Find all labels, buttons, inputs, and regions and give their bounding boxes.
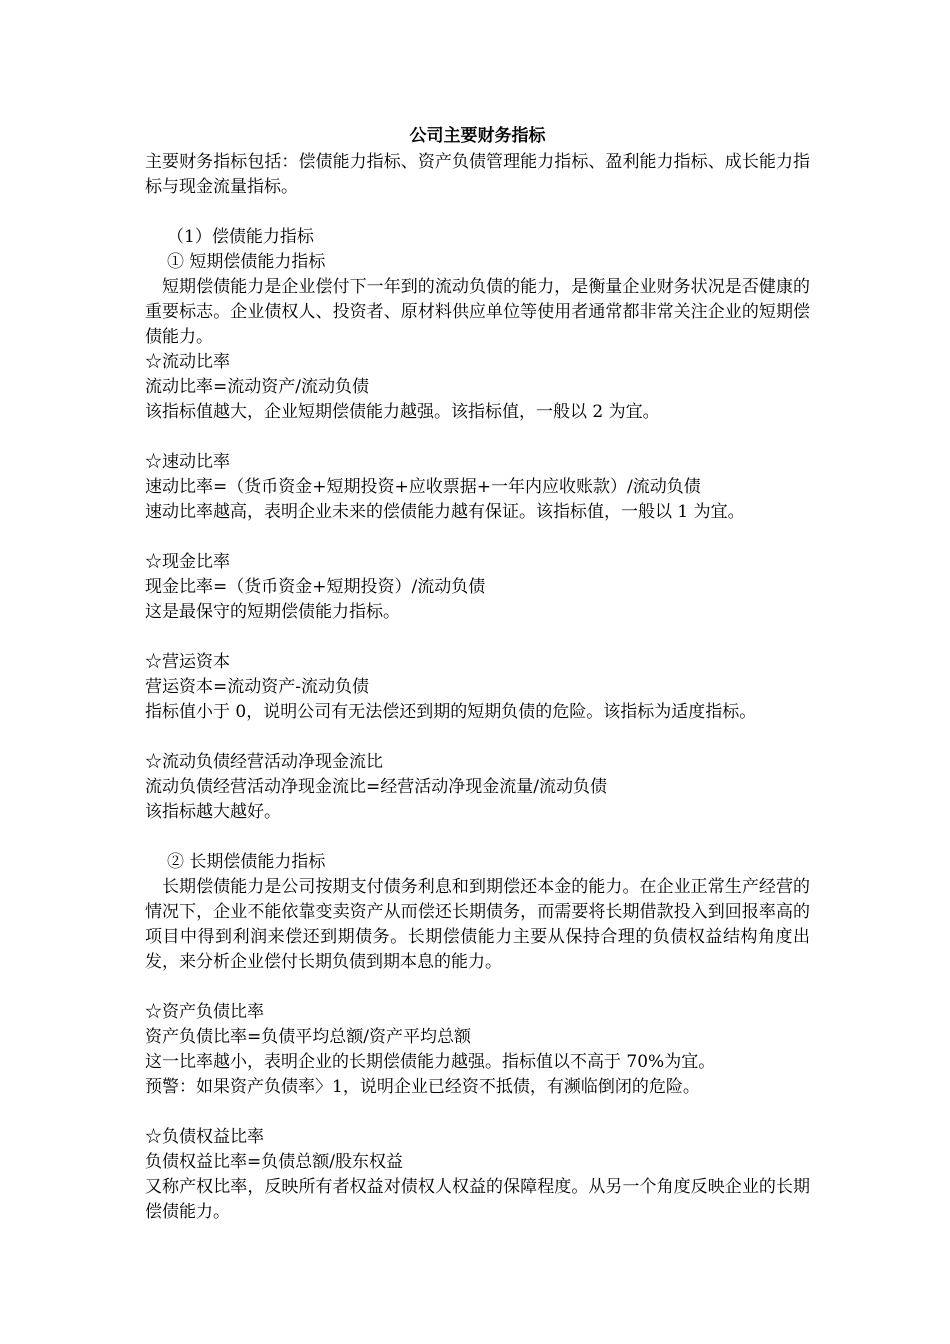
metric-name-quick-ratio: ☆速动比率	[145, 452, 230, 472]
metric-warning-debt-ratio: 预警：如果资产负债率〉1，说明企业已经资不抵债，有濒临倒闭的危险。	[145, 1077, 700, 1097]
spacer	[145, 525, 810, 550]
metric-formula-operating-cashflow: 流动负债经营活动净现金流比=经营活动净现金流量/流动负债	[145, 777, 607, 797]
metric-note-operating-cashflow: 该指标越大越好。	[145, 802, 281, 822]
metric-note-debt-ratio: 这一比率越小，表明企业的长期偿债能力越强。指标值以不高于 70%为宜。	[145, 1052, 716, 1072]
metric-formula-quick-ratio: 速动比率=（货币资金+短期投资+应收票据+一年内应收账款）/流动负债	[145, 477, 701, 497]
spacer	[145, 825, 810, 850]
metric-name-operating-cashflow: ☆流动负债经营活动净现金流比	[145, 752, 383, 772]
subheading-long-term: ② 长期偿债能力指标	[167, 852, 326, 872]
metric-formula-cash-ratio: 现金比率=（货币资金+短期投资）/流动负债	[145, 577, 486, 597]
spacer	[145, 1100, 810, 1125]
metric-note-current-ratio: 该指标值越大，企业短期偿债能力越强。该指标值，一般以 2 为宜。	[145, 402, 660, 422]
metric-name-working-capital: ☆营运资本	[145, 652, 230, 672]
document-title: 公司主要财务指标	[409, 126, 546, 146]
spacer	[145, 625, 810, 650]
metric-name-cash-ratio: ☆现金比率	[145, 552, 230, 572]
metric-formula-equity-ratio: 负债权益比率=负债总额/股东权益	[145, 1152, 403, 1172]
section-heading-solvency: （1）偿债能力指标	[167, 227, 314, 247]
metric-note-working-capital: 指标值小于 0，说明公司有无法偿还到期的短期负债的危险。该指标为适度指标。	[145, 702, 757, 722]
metric-note-equity-ratio: 又称产权比率，反映所有者权益对债权人权益的保障程度。从另一个角度反映企业的长期偿债能力。	[145, 1177, 810, 1222]
intro-paragraph: 主要财务指标包括：偿债能力指标、资产负债管理能力指标、盈利能力指标、成长能力指标与现金流量指标。	[145, 152, 810, 197]
document-page	[145, 122, 810, 1225]
metric-note-quick-ratio: 速动比率越高，表明企业未来的偿债能力越有保证。该指标值，一般以 1 为宜。	[145, 502, 745, 522]
spacer	[145, 725, 810, 750]
long-term-description: 长期偿债能力是公司按期支付债务利息和到期偿还本金的能力。在企业正常生产经营的情况下，企业不能依靠变卖资产从而偿还长期债务，而需要将长期借款投入到回报率高的项目中得到利润来偿还到期债务。长期偿债能力主要从保持合理的负债权益结构角度出发，来分析企业偿付长期负债到期本息的能力。	[145, 877, 810, 972]
metric-name-current-ratio: ☆流动比率	[145, 352, 230, 372]
spacer	[145, 975, 810, 1000]
metric-formula-working-capital: 营运资本=流动资产-流动负债	[145, 677, 369, 697]
metric-formula-current-ratio: 流动比率=流动资产/流动负债	[145, 377, 369, 397]
spacer	[145, 200, 810, 225]
metric-formula-debt-ratio: 资产负债比率=负债平均总额/资产平均总额	[145, 1027, 471, 1047]
metric-name-equity-ratio: ☆负债权益比率	[145, 1127, 264, 1147]
subheading-short-term: ① 短期偿债能力指标	[167, 252, 326, 272]
short-term-description: 短期偿债能力是企业偿付下一年到的流动负债的能力，是衡量企业财务状况是否健康的重要标志。企业债权人、投资者、原材料供应单位等使用者通常都非常关注企业的短期偿债能力。	[145, 277, 810, 347]
metric-name-debt-ratio: ☆资产负债比率	[145, 1002, 264, 1022]
spacer	[145, 425, 810, 450]
metric-note-cash-ratio: 这是最保守的短期偿债能力指标。	[145, 602, 400, 622]
